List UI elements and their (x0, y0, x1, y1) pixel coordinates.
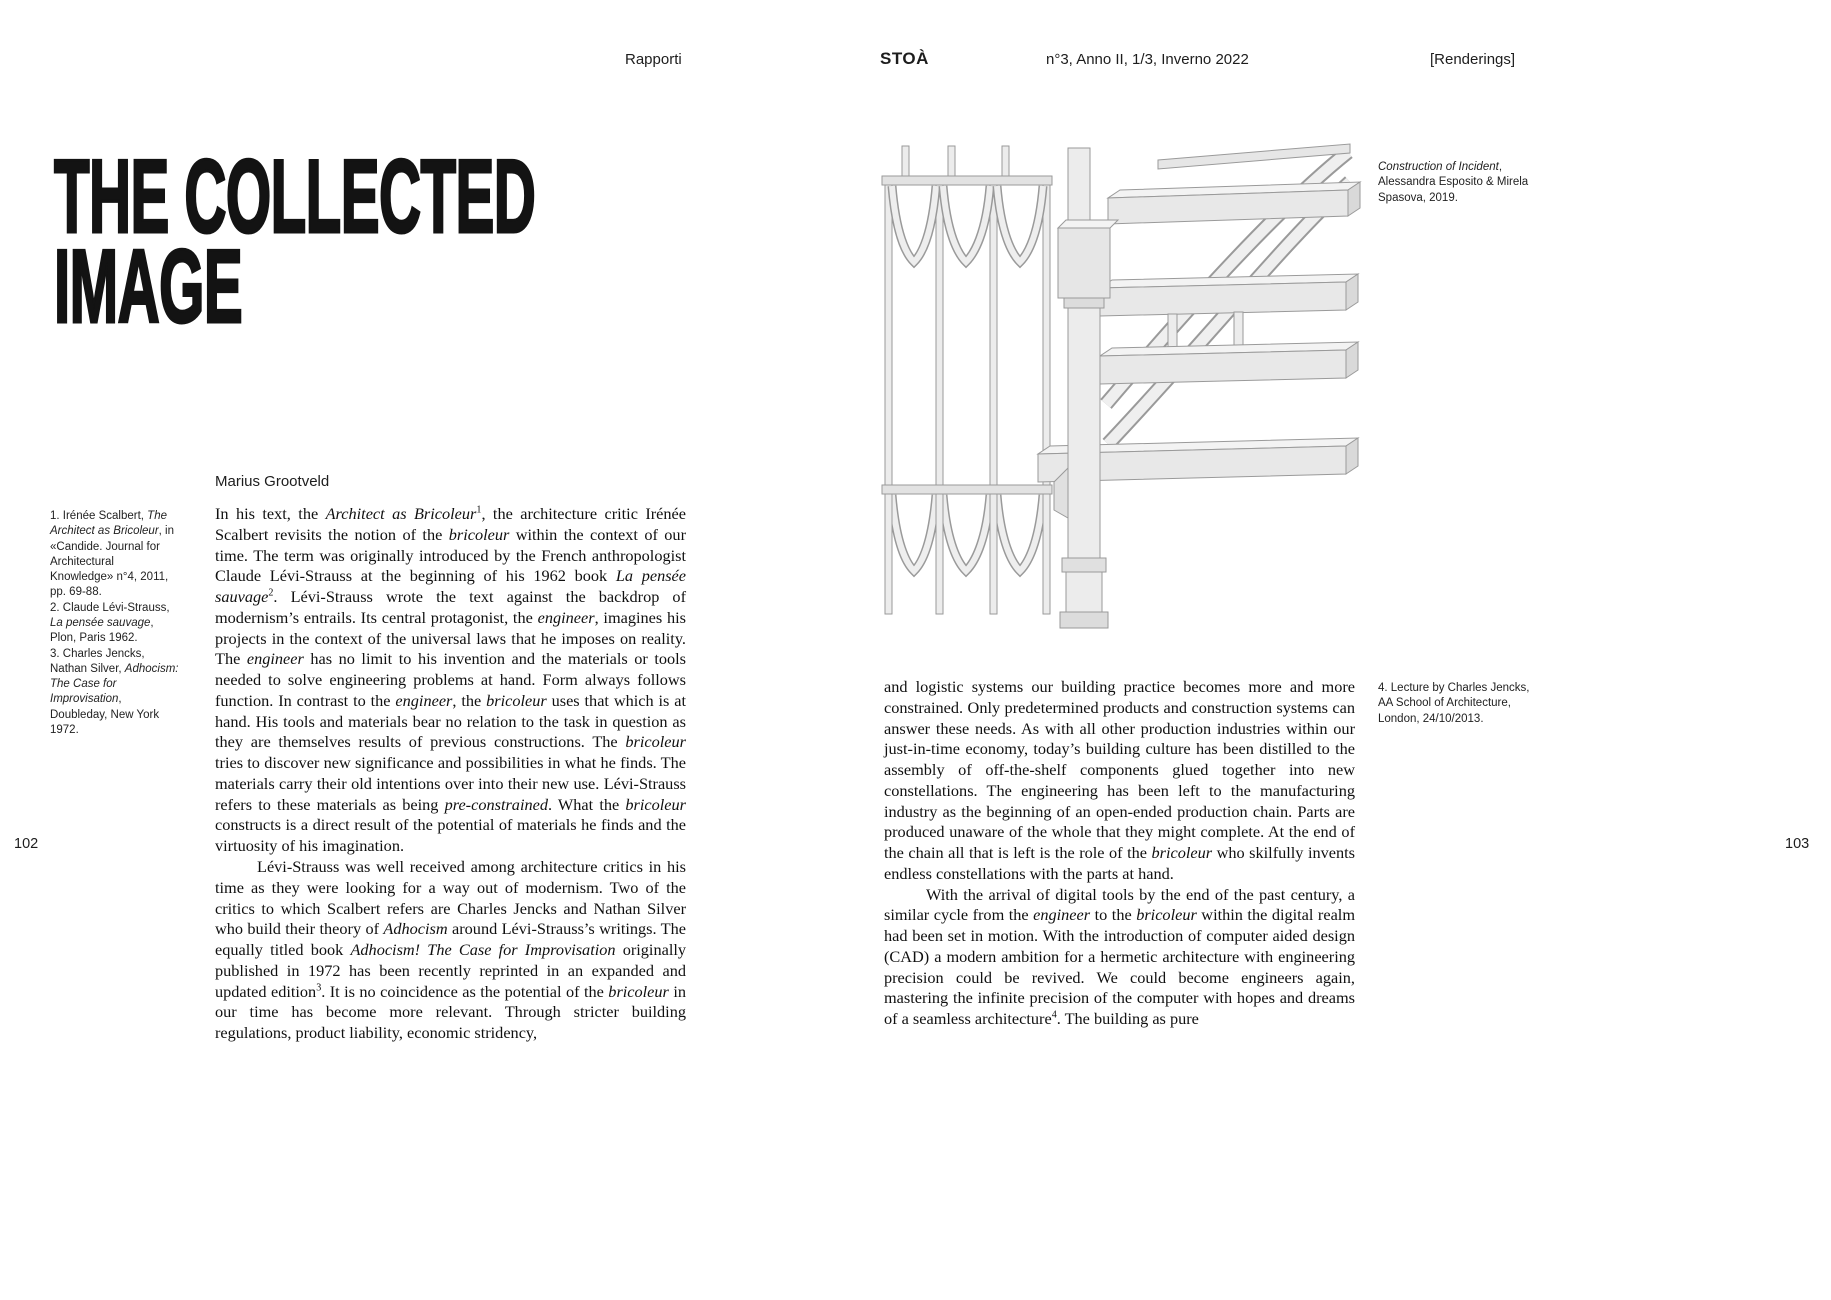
header-issue-info: n°3, Anno II, 1/3, Inverno 2022 (1046, 51, 1249, 68)
footnote-4: 4. Lecture by Charles Jencks, AA School of Architecture, London, 24/10/2013. (1378, 682, 1530, 725)
footnote-2: 2. Claude Lévi-Strauss, La pensée sauvage, Plon, Paris 1962. (50, 601, 170, 645)
article-title (54, 139, 536, 346)
footnote-1: 1. Irénée Scalbert, The Architect as Bricoleur, in «Candide. Journal for Architectural Knowledge» n°4, 2011, pp. 69-88. (50, 510, 174, 599)
artwork-figure (878, 138, 1378, 668)
paragraph: In his text, the Architect as Bricoleur$^1$, the architecture critic Irénée Scalbert revisits the notion of the bricoleur within the context of our time. The term was originally introduced by the French anthropologist Claude Lévi-Strauss at the beginning of his 1962 book La pensée sauvage$^2$. Lévi-Strauss wrote the text against the backdrop of modernism’s entrails. Its central protagonist, the engineer, imagines his projects in the context of the universal laws that he imposes on reality. The engineer has no limit to his invention and the materials or tools needed to solve engineering problems at hand. Form always follows function. In contrast to the engineer, the bricoleur uses that which is at hand. His tools and materials bear no relation to the task in question as they are themselves results of previous constructions. The bricoleur tries to discover new significance and possibilities in what he finds. The materials carry their old intentions over into their new use. Lévi-Strauss refers to these materials as being pre-constrained. What the bricoleur constructs is a direct result of the potential of materials he finds and the virtuosity of his imagination. (215, 504, 686, 856)
header-section-label: Rapporti (625, 51, 682, 68)
body-text-left (215, 504, 686, 1044)
page-number-left: 102 (14, 836, 39, 852)
architectural-rendering-image (878, 138, 1378, 668)
page-number-right: 103 (1785, 836, 1810, 852)
title-line: IMAGE (54, 229, 243, 346)
author-name: Marius Grootveld (215, 473, 330, 490)
footnotes-left-margin (50, 509, 180, 738)
journal-logo: STOÀ (880, 49, 929, 68)
footnote-3: 3. Charles Jencks, Nathan Silver, Adhocism: The Case for Improvisation, Doubleday, New York 1972. (50, 647, 179, 736)
paragraph: With the arrival of digital tools by the end of the past century, a similar cycle from the engineer to the bricoleur within the digital realm had been set in motion. With the introduction of computer aided design (CAD) a modern ambition for a hermetic architecture with engineering precision could be revived. We could become engineers again, mastering the infinite precision of the computer with hopes and dreams of a seamless architecture$^4$. The building as pure (884, 884, 1355, 1029)
title-line: THE COLLECTED (54, 139, 536, 255)
paragraph: and logistic systems our building practice becomes more and more constrained. Only predetermined products and construction systems can answer these needs. As with all other production industries within our just-in-time economy, today’s building culture has been distilled to the assembly of off-the-shelf components glued together into new constellations. The engineering has been left to the manufacturing industry as the beginning of an open-ended production chain. Parts are produced unaware of the whole that they might complete. At the end of the chain all that is left is the role of the bricoleur who skilfully invents endless constellations with the parts at hand. (884, 677, 1355, 883)
gothic-tracery (882, 146, 1052, 614)
image-caption: Construction of Incident, Alessandra Esposito & Mirela Spasova, 2019. (1378, 161, 1529, 204)
body-text-right (884, 677, 1355, 1030)
header-category-label: [Renderings] (1430, 51, 1516, 68)
paragraph: Lévi-Strauss was well received among architecture critics in his time as they were looking for a way out of modernism. Two of the critics to which Scalbert refers are Charles Jencks and Nathan Silver who build their theory of Adhocism around Lévi-Strauss’s writings. The equally titled book Adhocism! The Case for Improvisation originally published in 1972 has been recently reprinted in an expanded and updated edition$^3$. It is no coincidence as the potential of the bricoleur in our time has become more relevant. Through stricter building regulations, product liability, economic stridency, (215, 857, 687, 1043)
central-pier (1054, 148, 1118, 628)
